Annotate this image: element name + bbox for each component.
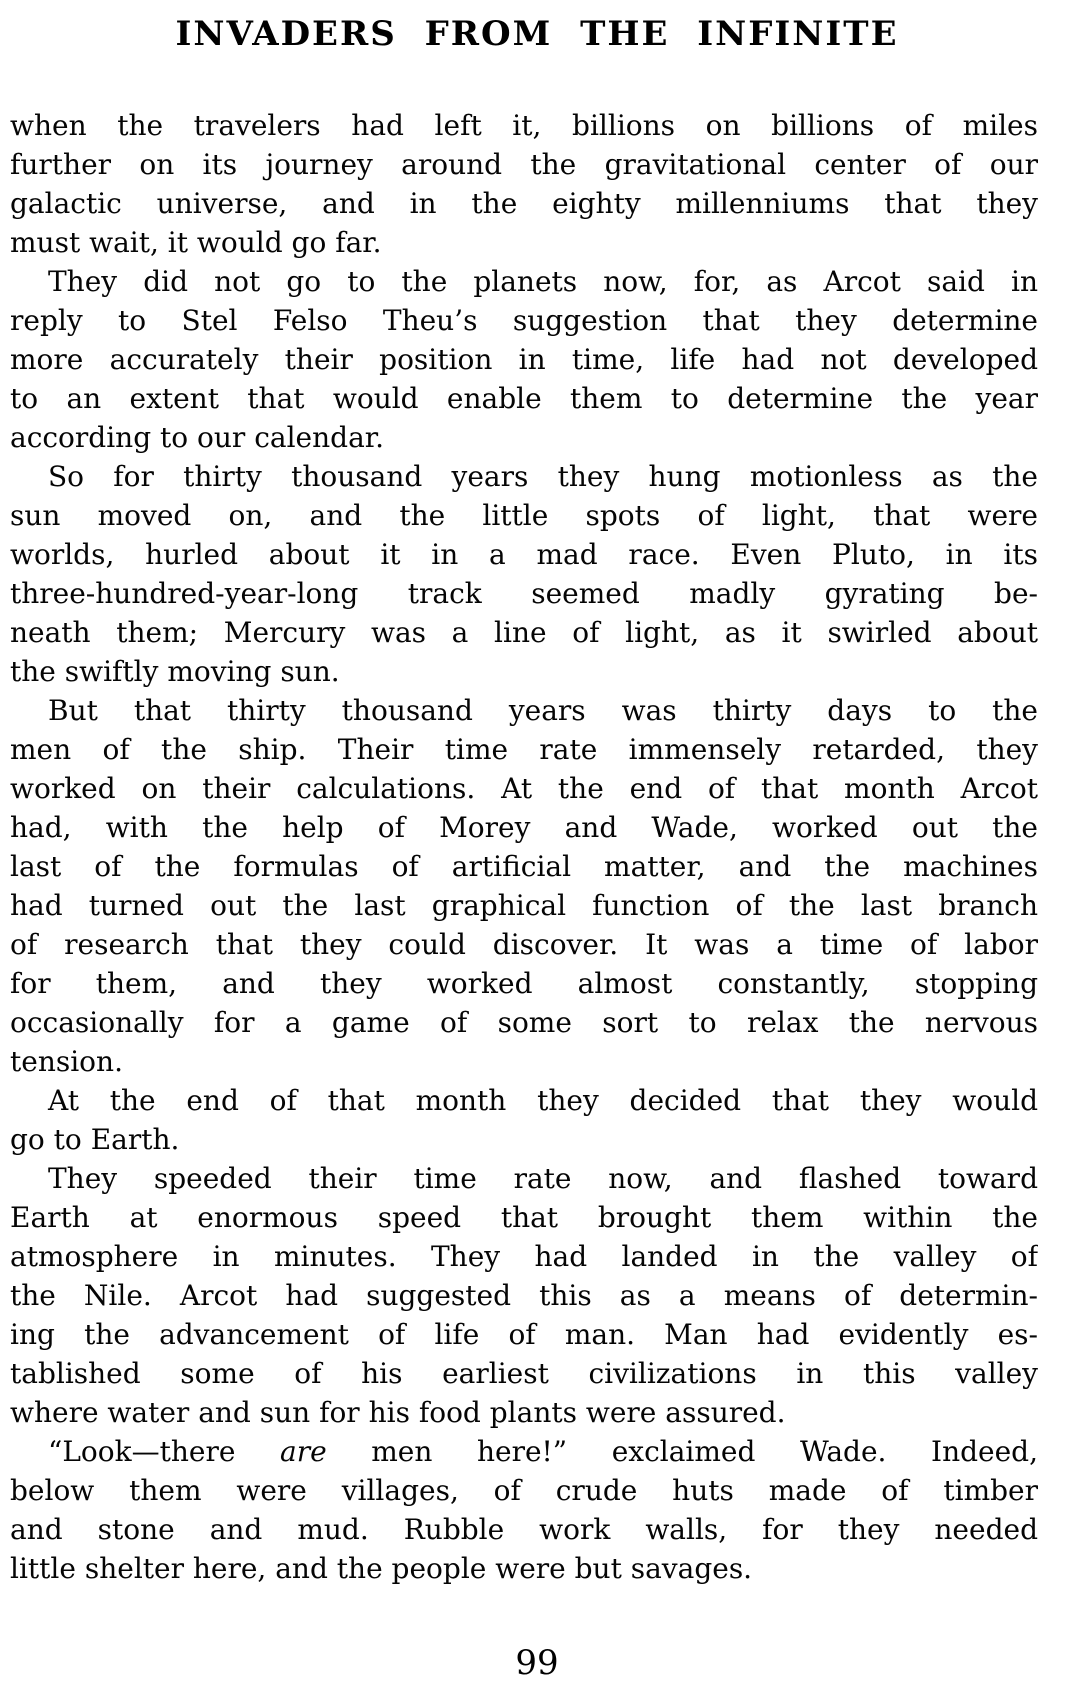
text-line: galactic universe, and in the eighty millenniums that they [10, 187, 1038, 220]
paragraph [10, 1432, 1038, 1588]
text-line: tablished some of his earliest civilizations in this valley [10, 1357, 1038, 1390]
text-line: for them, and they worked almost constantly, stopping [10, 967, 1038, 1000]
text-line: where water and sun for his food plants were assured. [10, 1396, 786, 1429]
text-line: worked on their calculations. At the end of that month Arcot [10, 772, 1038, 805]
text-line: So for thirty thousand years they hung motionless as the [48, 460, 1038, 493]
text-line: had turned out the last graphical function of the last branch [10, 889, 1038, 922]
text-line: below them were villages, of crude huts made of timber [10, 1474, 1038, 1507]
text-line: They speeded their time rate now, and flashed toward [48, 1162, 1038, 1195]
text-line: occasionally for a game of some sort to relax the nervous [10, 1006, 1038, 1039]
paragraph [10, 1081, 1038, 1159]
text-line: more accurately their position in time, life had not developed [10, 343, 1038, 376]
text-line: when the travelers had left it, billions on billions of miles [10, 109, 1038, 142]
text-line: and stone and mud. Rubble work walls, for they needed [10, 1513, 1038, 1546]
page-title: INVADERS FROM THE INFINITE [175, 14, 899, 54]
text-line: They did not go to the planets now, for, as Arcot said in [48, 265, 1038, 298]
text-line: atmosphere in minutes. They had landed in the valley of [10, 1240, 1038, 1273]
paragraph [10, 106, 1038, 262]
text-line: worlds, hurled about it in a mad race. Even Pluto, in its [10, 538, 1038, 571]
text-line: had, with the help of Morey and Wade, worked out the [10, 811, 1038, 844]
text-line: the swiftly moving sun. [10, 655, 340, 688]
text-line: of research that they could discover. It was a time of labor [10, 928, 1038, 961]
text-line: little shelter here, and the people were but savages. [10, 1552, 753, 1585]
text-line: three-hundred-year-long track seemed madly gyrating be- [10, 577, 1038, 610]
text-line: men of the ship. Their time rate immensely retarded, they [10, 733, 1038, 766]
paragraph [10, 262, 1038, 457]
paragraph [10, 1159, 1038, 1432]
paragraph [10, 457, 1038, 691]
text-line: last of the formulas of artificial matter, and the machines [10, 850, 1038, 883]
text-line: sun moved on, and the little spots of light, that were [10, 499, 1038, 532]
body-text [0, 106, 1074, 1588]
text-line: the Nile. Arcot had suggested this as a means of determin- [10, 1279, 1038, 1312]
text-line: according to our calendar. [10, 421, 384, 454]
text-line: go to Earth. [10, 1123, 180, 1156]
text-line: to an extent that would enable them to determine the year [10, 382, 1038, 415]
page-number: 99 [515, 1643, 559, 1683]
text-line: tension. [10, 1045, 123, 1078]
text-line: “Look—there are men here!” exclaimed Wade. Indeed, [48, 1435, 1038, 1468]
text-line: But that thirty thousand years was thirty days to the [48, 694, 1038, 727]
text-line: At the end of that month they decided that they would [48, 1084, 1038, 1117]
paragraph [10, 691, 1038, 1081]
text-line: ing the advancement of life of man. Man had evidently es- [10, 1318, 1038, 1351]
text-line: neath them; Mercury was a line of light, as it swirled about [10, 616, 1038, 649]
text-line: Earth at enormous speed that brought them within the [10, 1201, 1038, 1234]
text-line: reply to Stel Felso Theu’s suggestion that they determine [10, 304, 1038, 337]
text-line: further on its journey around the gravitational center of our [10, 148, 1038, 181]
text-line: must wait, it would go far. [10, 226, 382, 259]
